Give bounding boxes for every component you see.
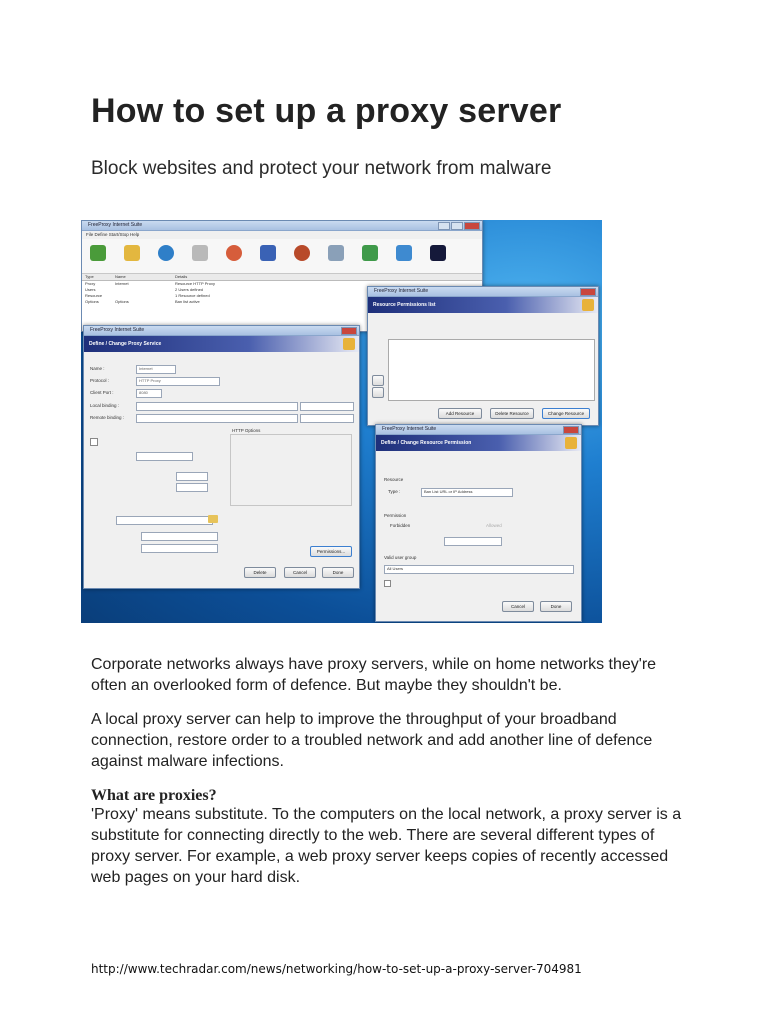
col-type-header[interactable]: Type bbox=[85, 274, 94, 279]
folder-icon[interactable] bbox=[208, 515, 218, 523]
table-row[interactable]: Options Options Ban list active bbox=[85, 299, 200, 304]
add-resource-button[interactable]: Add Resource bbox=[438, 408, 482, 419]
close-icon[interactable] bbox=[464, 222, 480, 230]
plugins-icon[interactable] bbox=[328, 245, 344, 261]
calendars-icon[interactable] bbox=[192, 245, 208, 261]
maximize-icon[interactable] bbox=[451, 222, 463, 230]
col-name-header[interactable]: Name bbox=[115, 274, 126, 279]
source-url[interactable]: http://www.techradar.com/news/networking/how-to-set-up-a-proxy-server-704981 bbox=[91, 962, 582, 976]
certificates-icon[interactable] bbox=[362, 245, 378, 261]
minimize-icon[interactable] bbox=[438, 222, 450, 230]
intro-paragraph: Corporate networks always have proxy servers, while on home networks they're often an overlooked form of defence. But maybe they shouldn't be. bbox=[91, 656, 657, 694]
table-row[interactable]: Proxy Internet Resource HTTP Proxy bbox=[85, 281, 215, 286]
resource-permission-dialog: FreeProxy Internet Suite Define / Change Resource Permission Resource Type : Ban List URL or IP Address Permission Forbidden Allowed Valid user group All Users Cancel Done bbox=[375, 424, 582, 622]
local-binding-ip-select[interactable] bbox=[300, 402, 354, 411]
permission-section-label: Permission bbox=[384, 513, 407, 518]
feather-icon bbox=[343, 338, 355, 350]
resource-section-label: Resource bbox=[384, 477, 404, 482]
permissions-button[interactable]: Permissions... bbox=[310, 546, 352, 557]
col-details-header[interactable]: Details bbox=[175, 274, 188, 279]
users-icon[interactable] bbox=[226, 245, 242, 261]
resource-dialog-banner: Resource Permissions list bbox=[368, 297, 598, 313]
close-icon[interactable] bbox=[563, 426, 579, 434]
section-paragraph: 'Proxy' means substitute. To the computers on the local network, a proxy server is a substitute for connecting directly to the web. There are several different types of proxy server. For example, a web proxy server keeps copies of recently accessed web pages on your hard disk. bbox=[91, 806, 682, 886]
log-file-field[interactable] bbox=[116, 516, 213, 525]
protocol-select[interactable]: HTTP Proxy bbox=[136, 377, 220, 386]
page-subtitle: Block websites and protect your network from malware bbox=[91, 158, 552, 179]
allowed-radio[interactable]: Allowed bbox=[486, 523, 502, 528]
article-screenshot bbox=[81, 220, 602, 623]
start-stop-icon[interactable] bbox=[430, 245, 446, 261]
table-row[interactable]: Users 2 Users defined bbox=[85, 287, 204, 292]
move-up-button[interactable] bbox=[372, 375, 384, 386]
local-binding-select[interactable] bbox=[136, 402, 298, 411]
permission-dialog-banner: Define / Change Resource Permission bbox=[376, 435, 581, 451]
main-window-title: FreeProxy Internet Suite bbox=[88, 222, 143, 228]
read-timeout-field[interactable] bbox=[176, 472, 208, 481]
connect-timeout-field[interactable] bbox=[176, 483, 208, 492]
calendar-select[interactable] bbox=[141, 532, 218, 541]
change-resource-button[interactable]: Change Resource bbox=[542, 408, 590, 419]
upstream-proxy-checkbox[interactable] bbox=[90, 438, 98, 446]
proxy-icon[interactable] bbox=[90, 245, 106, 261]
http-options-group bbox=[230, 434, 352, 506]
resource-permissions-list[interactable] bbox=[388, 339, 595, 401]
resource-type-select[interactable]: Ban List URL or IP Address bbox=[421, 488, 513, 497]
proxy-dialog-titlebar: FreeProxy Internet Suite bbox=[84, 326, 359, 336]
done-button[interactable]: Done bbox=[540, 601, 572, 612]
feather-icon bbox=[582, 299, 594, 311]
page-title: How to set up a proxy server bbox=[91, 92, 562, 130]
main-window-titlebar bbox=[82, 221, 482, 231]
ras-icon[interactable] bbox=[124, 245, 140, 261]
close-icon[interactable] bbox=[580, 288, 596, 296]
cancel-button[interactable]: Cancel bbox=[284, 567, 316, 578]
ban-list-icon[interactable] bbox=[294, 245, 310, 261]
done-button[interactable]: Done bbox=[322, 567, 354, 578]
forbidden-radio[interactable]: Forbidden bbox=[390, 523, 411, 528]
delete-resource-button[interactable]: Delete Resource bbox=[490, 408, 534, 419]
body-paragraph: A local proxy server can help to improve the throughput of your broadband connection, restore order to a troubled network and add another line of defence against malware infections. bbox=[91, 711, 653, 770]
proxy-service-dialog: FreeProxy Internet Suite Define / Change Proxy Service Name : Internet Protocol : HTTP Proxy Client Port : 8080 Local binding : Remote binding : HTTP Options Permissions... Delete Cancel Done bbox=[83, 325, 360, 589]
section-heading: What are proxies? bbox=[91, 787, 217, 804]
main-menu-bar: File Define Start/Stop Help bbox=[86, 232, 140, 237]
options-icon[interactable] bbox=[396, 245, 412, 261]
move-down-button[interactable] bbox=[372, 387, 384, 398]
remote-binding-select[interactable] bbox=[136, 414, 298, 423]
user-group-select[interactable]: All Users bbox=[384, 565, 574, 574]
table-row[interactable]: Resource 1 Resource defined bbox=[85, 293, 210, 298]
dial-up-select[interactable] bbox=[141, 544, 218, 553]
auth-checkbox[interactable] bbox=[384, 580, 391, 587]
feather-icon bbox=[565, 437, 577, 449]
resource-permissions-dialog: FreeProxy Internet Suite Resource Permissions list Add Resource Delete Resource Change Resource bbox=[367, 286, 599, 426]
services-icon[interactable] bbox=[158, 245, 174, 261]
remote-binding-ip-select[interactable] bbox=[300, 414, 354, 423]
proxy-server-field[interactable] bbox=[136, 452, 193, 461]
delete-button[interactable]: Delete bbox=[244, 567, 276, 578]
cache-icon[interactable] bbox=[260, 245, 276, 261]
client-port-field[interactable]: 8080 bbox=[136, 389, 162, 398]
name-field[interactable]: Internet bbox=[136, 365, 176, 374]
proxy-dialog-banner: Define / Change Proxy Service bbox=[84, 336, 359, 352]
cancel-button[interactable]: Cancel bbox=[502, 601, 534, 612]
http-options-label: HTTP Options bbox=[232, 428, 261, 433]
main-toolbar bbox=[82, 239, 482, 274]
user-group-label: Valid user group bbox=[384, 555, 417, 560]
close-icon[interactable] bbox=[341, 327, 357, 335]
time-select[interactable] bbox=[444, 537, 502, 546]
